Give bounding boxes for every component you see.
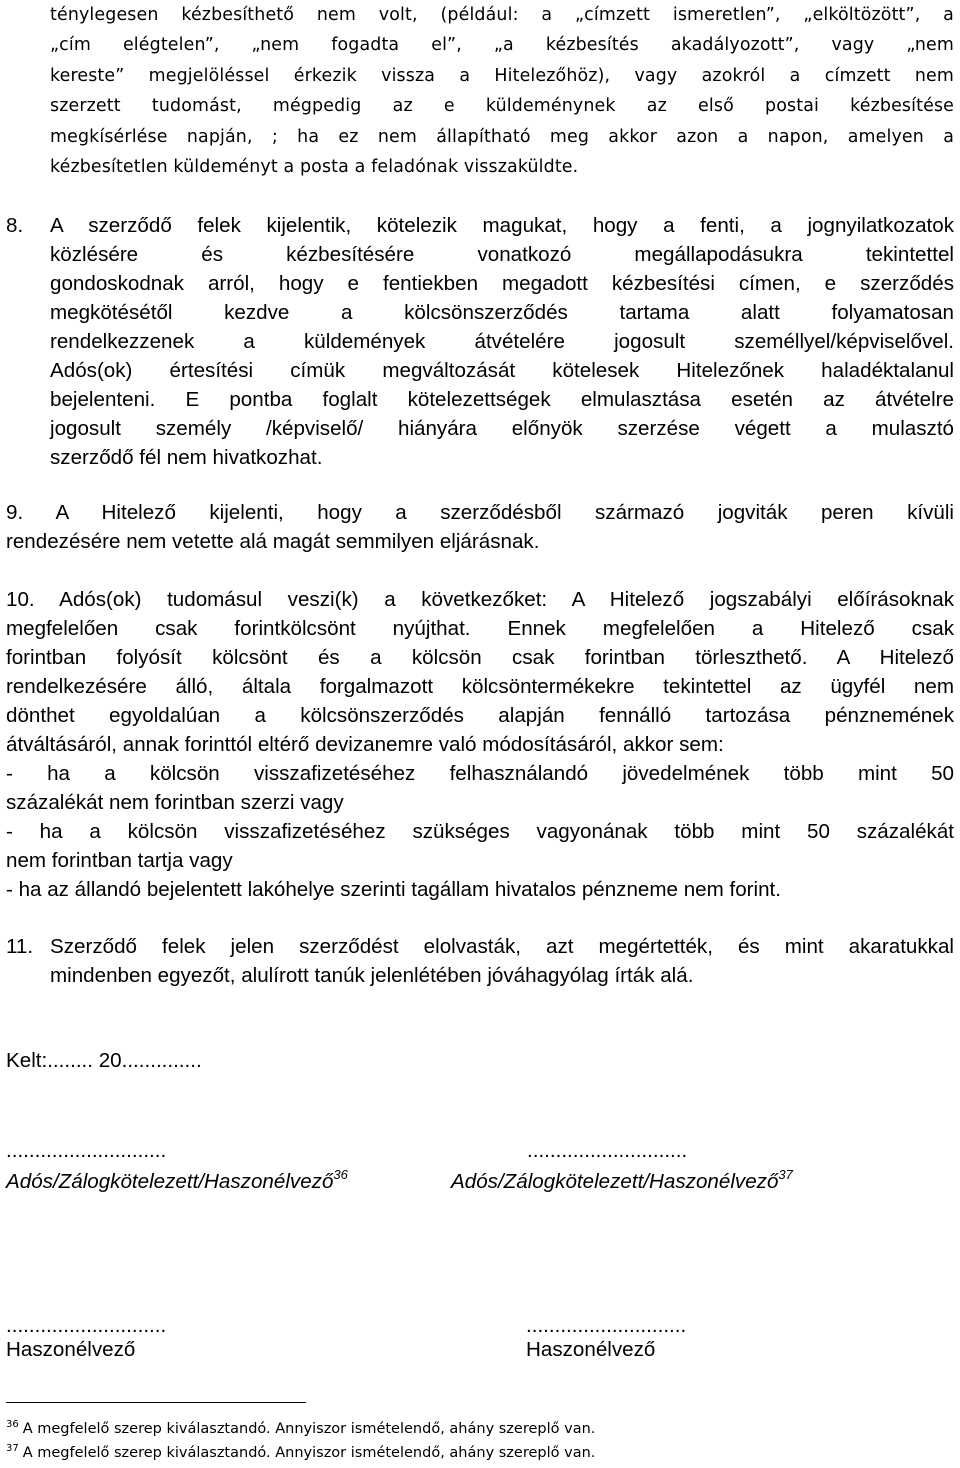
signature-dots: ............................ — [6, 1139, 167, 1162]
signature-block-debtor-1 — [6, 1139, 348, 1194]
text-line: százalékát nem forintban szerzi vagy — [6, 791, 344, 814]
text-line: Adós(ok) értesítési címük megváltozását kötelesek Hitelezőnek haladéktalanul — [50, 359, 954, 382]
text-line: forintban folyósít kölcsönt és a kölcsön csak forintban törleszthető. A Hitelező — [6, 646, 954, 669]
signature-role: Haszonélvező — [526, 1338, 656, 1361]
text-line: szerződő fél nem hivatkozhat. — [50, 446, 323, 469]
section-8 — [6, 211, 954, 472]
footnote-separator — [6, 1402, 306, 1403]
text-line: - ha a kölcsön visszafizetéséhez szükséges vagyonának több mint 50 százalékát — [6, 820, 954, 843]
date-place-line: Kelt:........ 20.............. — [6, 1049, 202, 1072]
text-line: rendezésére nem vetette alá magát semmilyen eljárásnak. — [6, 530, 540, 553]
text-line: mindenben egyezőt, alulírott tanúk jelenlétében jóváhagyólag írták alá. — [50, 964, 694, 987]
signature-role: Adós/Zálogkötelezett/Haszonélvező$^{37}$ — [451, 1167, 793, 1193]
text-line: jogosult személy /képviselő/ hiányára előnyök szerzése végett a mulasztó — [50, 417, 954, 440]
signature-role: Haszonélvező — [6, 1338, 136, 1361]
footnote: $^{36}$ A megfelelő szerep kiválasztandó. Annyiszor ismételendő, ahány szereplő van. — [6, 1419, 596, 1437]
text-line: 9. A Hitelező kijelenti, hogy a szerződésből származó jogviták peren kívüli — [6, 501, 954, 524]
section-9 — [6, 498, 954, 556]
text-line: kézbesítetlen küldeményt a posta a feladónak visszaküldte. — [50, 157, 579, 178]
section-number: 8. — [6, 214, 24, 237]
signature-dots: ............................ — [526, 1314, 687, 1337]
signature-role: Adós/Zálogkötelezett/Haszonélvező$^{36}$ — [6, 1167, 348, 1193]
text-line: ténylegesen kézbesíthető nem volt, (például: a „címzett ismeretlen”, „elköltözött”, a — [50, 5, 954, 25]
text-line: „cím elégtelen”, „nem fogadta el”, „a kézbesítés akadályozott”, vagy „nem — [50, 35, 954, 56]
text-line: megfelelően csak forintkölcsönt nyújthat. Ennek megfelelően a Hitelező csak — [6, 617, 954, 640]
text-line: A szerződő felek kijelentik, kötelezik magukat, hogy a fenti, a jognyilatkozatok — [50, 214, 954, 237]
text-line: dönthet egyoldalúan a kölcsönszerződés alapján fennálló tartozása pénznemének — [6, 704, 954, 727]
section-number: 11. — [6, 935, 34, 958]
text-line: megkötésétől kezdve a kölcsönszerződés tartama alatt folyamatosan — [50, 301, 954, 324]
text-line: kereste” megjelöléssel érkezik vissza a Hitelezőhöz), vagy azokról a címzett nem — [50, 65, 954, 86]
footnote-ref: 36 — [333, 1167, 348, 1182]
footnote: $^{37}$ A megfelelő szerep kiválasztandó. Annyiszor ismételendő, ahány szereplő van. — [6, 1443, 596, 1461]
continued-paragraph — [50, 0, 954, 182]
signature-block-usufructuary-2 — [526, 1314, 686, 1362]
text-line: közlésére és kézbesítésére vonatkozó megállapodásukra tekintettel — [50, 243, 954, 266]
text-line: bejelenteni. E pontba foglalt kötelezettségek elmulasztása esetén az átvételre — [50, 388, 954, 411]
text-line: Szerződő felek jelen szerződést elolvasták, azt megértették, és mint akaratukkal — [50, 935, 954, 958]
text-line: - ha az állandó bejelentett lakóhelye szerinti tagállam hivatalos pénzneme nem forint. — [6, 878, 782, 901]
signature-block-debtor-2 — [451, 1139, 793, 1194]
text-line: rendelkezzenek a küldemények átvételére jogosult személlyel/képviselővel. — [50, 330, 954, 353]
signature-block-usufructuary-1 — [6, 1314, 166, 1362]
signature-dots: ............................ — [527, 1139, 688, 1162]
text-line: szerzett tudomást, mégpedig az e küldeménynek az első postai kézbesítése — [50, 96, 954, 117]
section-10 — [6, 585, 954, 904]
text-line: 10. Adós(ok) tudomásul veszi(k) a következőket: A Hitelező jogszabályi előírásoknak — [6, 588, 954, 611]
text-line: átváltásáról, annak forinttól eltérő devizanemre való módosításáról, akkor sem: — [6, 733, 724, 756]
text-line: nem forintban tartja vagy — [6, 849, 233, 872]
signature-dots: ............................ — [6, 1314, 167, 1337]
section-11 — [6, 932, 954, 990]
text-line: gondoskodnak arról, hogy e fentiekben megadott kézbesítési címen, e szerződés — [50, 272, 954, 295]
text-line: rendelkezésére álló, általa forgalmazott kölcsöntermékekre tekintettel az ügyfél nem — [6, 675, 954, 698]
footnote-ref: 37 — [778, 1167, 793, 1182]
text-line: - ha a kölcsön visszafizetéséhez felhasználandó jövedelmének több mint 50 — [6, 762, 954, 785]
text-line: megkísérlése napján, ; ha ez nem állapítható meg akkor azon a napon, amelyen a — [50, 126, 954, 147]
